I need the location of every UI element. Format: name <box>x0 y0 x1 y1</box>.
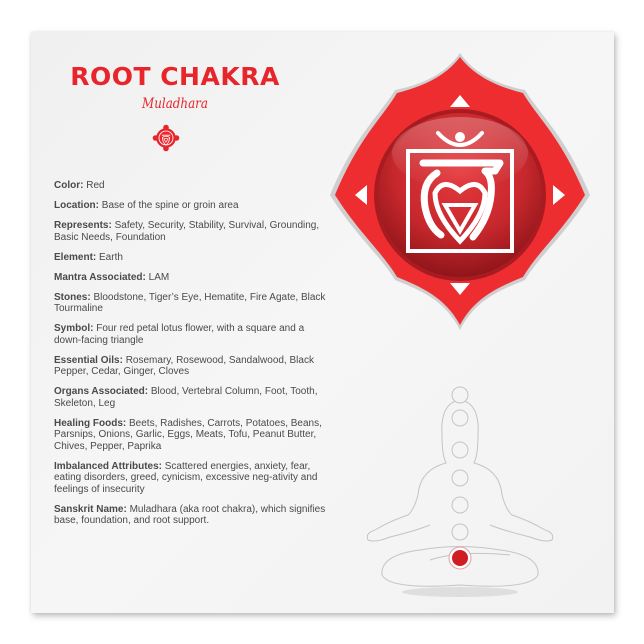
attr-symbol: Symbol: Four red petal lotus flower, with a square and a down-facing triangle <box>54 323 305 346</box>
attr-element: Element: Earth <box>54 251 123 263</box>
attr-imbalanced: Imbalanced Attributes: Scattered energies, anxiety, fear, eating disorders, greed, cynicism, excessive neg-ativity and feelings of insecurity <box>54 460 318 495</box>
root-chakra-lotus-symbol <box>325 45 595 335</box>
attr-color: Color: Red <box>54 180 105 191</box>
root-chakra-emblem-icon <box>152 124 180 152</box>
attr-location: Location: Base of the spine or groin area <box>54 200 239 211</box>
meditating-figure-chakras <box>360 345 560 610</box>
page-subtitle: Muladhara <box>142 96 208 112</box>
attr-organs: Organs Associated: Blood, Vertebral Column, Foot, Tooth, Skeleton, Leg <box>54 386 318 409</box>
attribute-list <box>54 180 329 535</box>
attr-healing-foods: Healing Foods: Beets, Radishes, Carrots, Potatoes, Beans, Parsnips, Onions, Garlic, Eggs, Meats, Tofu, Peanut Butter, Chives, Pepper, Paprika <box>54 417 322 452</box>
attr-represents: Represents: Safety, Security, Stability, Survival, Grounding, Basic Needs, Foundation <box>54 220 320 243</box>
attr-essential-oils: Essential Oils: Rosemary, Rosewood, Sandalwood, Black Pepper, Cedar, Ginger, Cloves <box>54 354 314 377</box>
attr-mantra: Mantra Associated: LAM <box>54 271 170 283</box>
page-title: ROOT CHAKRA <box>70 62 280 91</box>
attr-sanskrit-name: Sanskrit Name: Muladhara (aka root chakra), which signifies base, foundation, and root support. <box>54 503 326 526</box>
attr-stones: Stones: Bloodstone, Tiger’s Eye, Hematite, Fire Agate, Black Tourmaline <box>54 291 326 314</box>
